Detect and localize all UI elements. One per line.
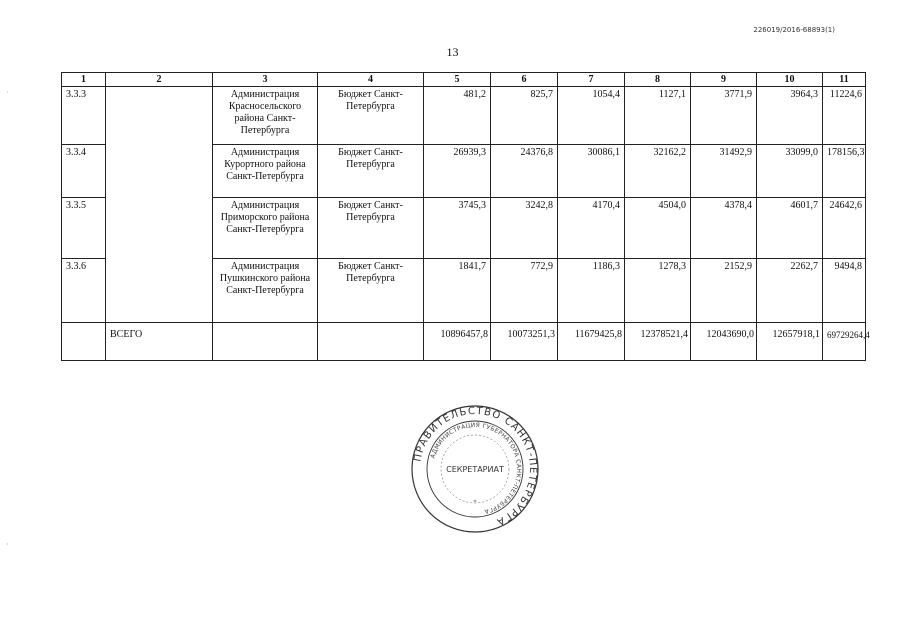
column-header: 3 xyxy=(213,73,318,87)
column-header: 7 xyxy=(558,73,625,87)
total-row xyxy=(62,323,866,361)
total-value-cell: 10073251,3 xyxy=(491,323,558,361)
value-cell: 32162,2 xyxy=(625,145,691,198)
column-header: 11 xyxy=(823,73,866,87)
administration-cell: Администрация Красносельского района Санкт-Петербурга xyxy=(213,87,318,145)
total-value-cell: 12657918,1 xyxy=(757,323,823,361)
column-header: 1 xyxy=(62,73,106,87)
value-cell: 1127,1 xyxy=(625,87,691,145)
value-cell: 4378,4 xyxy=(691,198,757,259)
value-cell: 31492,9 xyxy=(691,145,757,198)
budget-source-cell: Бюджет Санкт-Петербурга xyxy=(318,87,424,145)
budget-source-cell: Бюджет Санкт-Петербурга xyxy=(318,145,424,198)
value-cell: 1278,3 xyxy=(625,259,691,323)
column-header: 6 xyxy=(491,73,558,87)
stamp-star: * xyxy=(473,499,477,506)
value-cell: 481,2 xyxy=(424,87,491,145)
value-cell: 4504,0 xyxy=(625,198,691,259)
value-cell: 26939,3 xyxy=(424,145,491,198)
budget-table xyxy=(61,72,870,361)
margin-mark: · xyxy=(6,540,9,549)
total-label: ВСЕГО xyxy=(106,323,213,361)
value-cell: 1841,7 xyxy=(424,259,491,323)
value-cell: 3242,8 xyxy=(491,198,558,259)
value-cell: 33099,0 xyxy=(757,145,823,198)
value-cell: 1186,3 xyxy=(558,259,625,323)
value-cell: 4601,7 xyxy=(757,198,823,259)
value-cell: 1054,4 xyxy=(558,87,625,145)
value-cell: 3964,3 xyxy=(757,87,823,145)
margin-mark: · xyxy=(6,88,9,97)
column-header: 4 xyxy=(318,73,424,87)
total-value-cell: 69729264,4 xyxy=(823,323,866,361)
column-header: 10 xyxy=(757,73,823,87)
row-number: 3.3.5 xyxy=(62,198,106,259)
stamp-center-text: СЕКРЕТАРИАТ xyxy=(446,465,504,474)
value-cell: 4170,4 xyxy=(558,198,625,259)
administration-cell: Администрация Пушкинского района Санкт-Петербурга xyxy=(213,259,318,323)
value-cell: 2152,9 xyxy=(691,259,757,323)
column-header: 8 xyxy=(625,73,691,87)
total-empty-cell xyxy=(62,323,106,361)
document-reference: 226019/2016-68893(1) xyxy=(753,26,835,34)
administration-cell: Администрация Курортного района Санкт-Петербурга xyxy=(213,145,318,198)
official-seal-stamp xyxy=(410,404,540,534)
row-number: 3.3.6 xyxy=(62,259,106,323)
value-cell: 24376,8 xyxy=(491,145,558,198)
value-cell: 9494,8 xyxy=(823,259,866,323)
value-cell: 2262,7 xyxy=(757,259,823,323)
value-cell: 24642,6 xyxy=(823,198,866,259)
column-header: 2 xyxy=(106,73,213,87)
value-cell: 772,9 xyxy=(491,259,558,323)
merged-empty-cell xyxy=(106,87,213,323)
value-cell: 11224,6 xyxy=(823,87,866,145)
value-cell: 30086,1 xyxy=(558,145,625,198)
value-cell: 178156,3 xyxy=(823,145,866,198)
total-value-cell: 10896457,8 xyxy=(424,323,491,361)
value-cell: 3771,9 xyxy=(691,87,757,145)
stamp-inner-text: АДМИНИСТРАЦИЯ ГУБЕРНАТОРА САНКТ-ПЕТЕРБУРГА xyxy=(429,421,523,515)
budget-source-cell: Бюджет Санкт-Петербурга xyxy=(318,259,424,323)
column-header: 5 xyxy=(424,73,491,87)
column-header: 9 xyxy=(691,73,757,87)
total-empty-cell xyxy=(213,323,318,361)
page-number: 13 xyxy=(446,45,459,59)
total-value-cell: 12378521,4 xyxy=(625,323,691,361)
budget-source-cell: Бюджет Санкт-Петербурга xyxy=(318,198,424,259)
row-number: 3.3.3 xyxy=(62,87,106,145)
value-cell: 3745,3 xyxy=(424,198,491,259)
header-row xyxy=(62,73,866,87)
total-value-cell: 11679425,8 xyxy=(558,323,625,361)
administration-cell: Администрация Приморского района Санкт-Петербурга xyxy=(213,198,318,259)
value-cell: 825,7 xyxy=(491,87,558,145)
stamp-outer-text: ПРАВИТЕЛЬСТВО САНКТ-ПЕТЕРБУРГА xyxy=(412,405,539,528)
total-value-cell: 12043690,0 xyxy=(691,323,757,361)
table-row xyxy=(62,87,866,145)
row-number: 3.3.4 xyxy=(62,145,106,198)
total-empty-cell xyxy=(318,323,424,361)
